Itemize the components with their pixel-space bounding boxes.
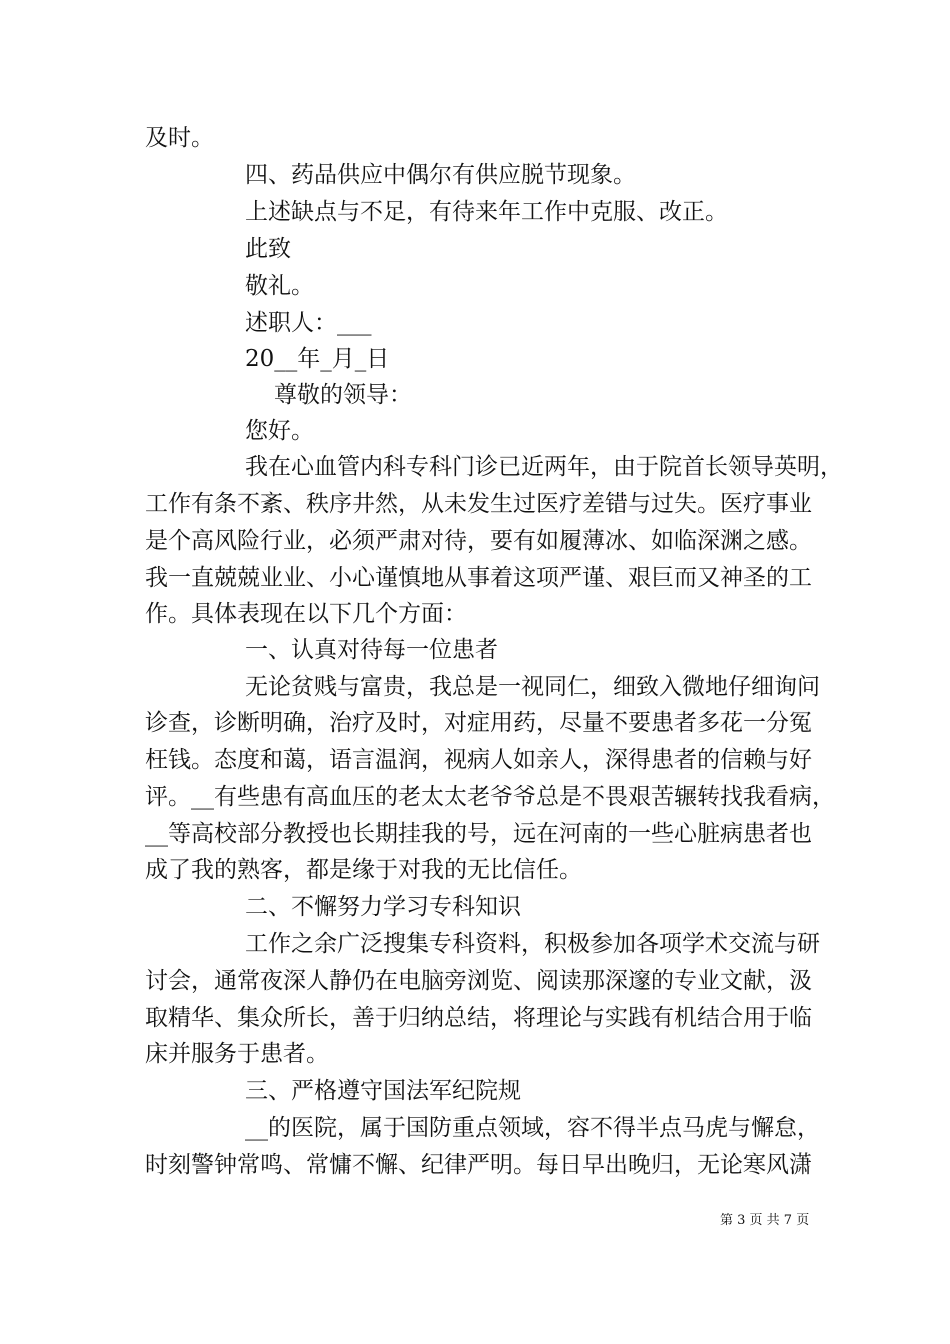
text-line: 时刻警钟常鸣、常慵不懈、纪律严明。每日早出晚归，无论寒风潇 xyxy=(145,1152,812,1178)
text-line: 我在心血管内科专科门诊已近两年，由于院首长领导英明， xyxy=(245,454,843,480)
text-line: 成了我的熟客，都是缘于对我的无比信任。 xyxy=(145,857,582,883)
text-line: 及时。 xyxy=(145,125,214,151)
text-line: __的医院，属于国防重点领域，容不得半点马虎与懈怠， xyxy=(245,1115,820,1141)
text-line: 我一直兢兢业业、小心谨慎地从事着这项严谨、艰巨而又神圣的工 xyxy=(145,565,812,591)
text-line: 三、严格遵守国法军纪院规 xyxy=(245,1078,521,1104)
text-line: 上述缺点与不足，有待来年工作中克服、改正。 xyxy=(245,199,728,225)
text-line: 是个高风险行业，必须严肃对待，要有如履薄冰、如临深渊之感。 xyxy=(145,528,812,554)
text-line: 诊查，诊断明确，治疗及时，对症用药，尽量不要患者多花一分冤 xyxy=(145,710,812,736)
text-line: 述职人：___ xyxy=(245,310,372,336)
text-line: __等高校部分教授也长期挂我的号，远在河南的一些心脏病患者也 xyxy=(145,821,812,847)
text-line: 20__年_月_日 xyxy=(245,346,390,372)
text-line: 评。__有些患有高血压的老太太老爷爷总是不畏艰苦辗转找我看病， xyxy=(145,784,835,810)
text-line: 作。具体表现在以下几个方面： xyxy=(145,601,467,627)
text-line: 尊敬的领导： xyxy=(274,382,412,408)
text-line: 讨会，通常夜深人静仍在电脑旁浏览、阅读那深邃的专业文献，汲 xyxy=(145,968,812,994)
text-line: 工作之余广泛搜集专科资料，积极参加各项学术交流与研 xyxy=(245,931,820,957)
page-number-footer: 第 3 页 共 7 页 xyxy=(720,1213,810,1228)
text-line: 一、认真对待每一位患者 xyxy=(245,637,498,663)
text-line: 枉钱。态度和蔼，语言温润，视病人如亲人，深得患者的信赖与好 xyxy=(145,747,812,773)
text-line: 二、不懈努力学习专科知识 xyxy=(245,894,521,920)
text-line: 您好。 xyxy=(245,418,314,444)
text-line: 工作有条不紊、秩序井然，从未发生过医疗差错与过失。医疗事业 xyxy=(145,491,812,517)
text-line: 四、药品供应中偶尔有供应脱节现象。 xyxy=(245,162,636,188)
text-line: 床并服务于患者。 xyxy=(145,1041,329,1067)
text-line: 取精华、集众所长，善于归纳总结，将理论与实践有机结合用于临 xyxy=(145,1005,812,1031)
text-line: 无论贫贱与富贵，我总是一视同仁，细致入微地仔细询问 xyxy=(245,674,820,700)
text-line: 此致 xyxy=(245,236,291,262)
text-line: 敬礼。 xyxy=(245,273,314,299)
